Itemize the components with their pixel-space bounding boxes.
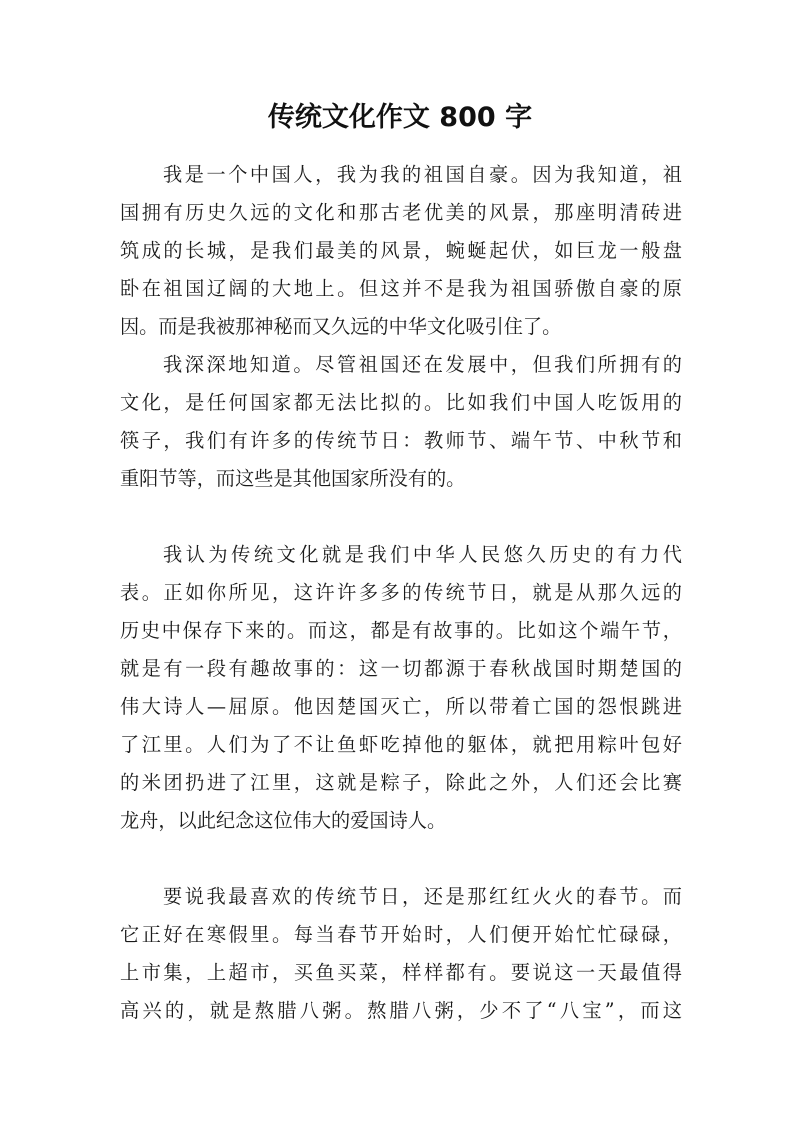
document-title: 传统文化作文 800 字 bbox=[267, 102, 533, 133]
paragraph-line: 要说我最喜欢的传统节日，还是那红红火火的春节。而 bbox=[163, 885, 682, 908]
paragraph-line: 重阳节等，而这些是其他国家所没有的。 bbox=[120, 467, 466, 490]
paragraph-line: 伟大诗人—屈原。他因楚国灭亡，所以带着亡国的怨恨跳进 bbox=[120, 695, 682, 718]
paragraph-line: 国拥有历史久远的文化和那古老优美的风景，那座明清砖进 bbox=[120, 201, 682, 224]
paragraph-line: 就是有一段有趣故事的：这一切都源于春秋战国时期楚国的 bbox=[120, 657, 682, 680]
paragraph-line: 了江里。人们为了不让鱼虾吃掉他的躯体，就把用粽叶包好 bbox=[120, 733, 682, 756]
paragraph-line: 历史中保存下来的。而这，都是有故事的。比如这个端午节， bbox=[120, 619, 682, 642]
paragraph-line: 上市集，上超市，买鱼买菜，样样都有。要说这一天最值得 bbox=[120, 961, 682, 984]
paragraph-line: 高兴的，就是熬腊八粥。熬腊八粥，少不了“八宝”，而这 bbox=[120, 999, 682, 1022]
paragraph-line: 我认为传统文化就是我们中华人民悠久历史的有力代 bbox=[163, 543, 682, 566]
paragraph-line: 筑成的长城，是我们最美的风景，蜿蜒起伏，如巨龙一般盘 bbox=[120, 239, 682, 262]
paragraph-line: 它正好在寒假里。每当春节开始时，人们便开始忙忙碌碌， bbox=[120, 923, 682, 946]
paragraph-line: 卧在祖国辽阔的大地上。但这并不是我为祖国骄傲自豪的原 bbox=[120, 277, 682, 300]
paragraph-line: 文化，是任何国家都无法比拟的。比如我们中国人吃饭用的 bbox=[120, 391, 682, 414]
paragraph-line: 我是一个中国人，我为我的祖国自豪。因为我知道，祖 bbox=[163, 163, 682, 186]
paragraph-line: 我深深地知道。尽管祖国还在发展中，但我们所拥有的 bbox=[163, 353, 682, 376]
paragraph-line: 龙舟，以此纪念这位伟大的爱国诗人。 bbox=[120, 809, 447, 832]
paragraph-line: 的米团扔进了江里，这就是粽子，除此之外，人们还会比赛 bbox=[120, 771, 682, 794]
paragraph-line: 表。正如你所见，这许许多多的传统节日，就是从那久远的 bbox=[120, 581, 682, 604]
paragraph-line: 筷子，我们有许多的传统节日：教师节、端午节、中秋节和 bbox=[120, 429, 682, 452]
paragraph-line: 因。而是我被那神秘而又久远的中华文化吸引住了。 bbox=[120, 315, 562, 338]
